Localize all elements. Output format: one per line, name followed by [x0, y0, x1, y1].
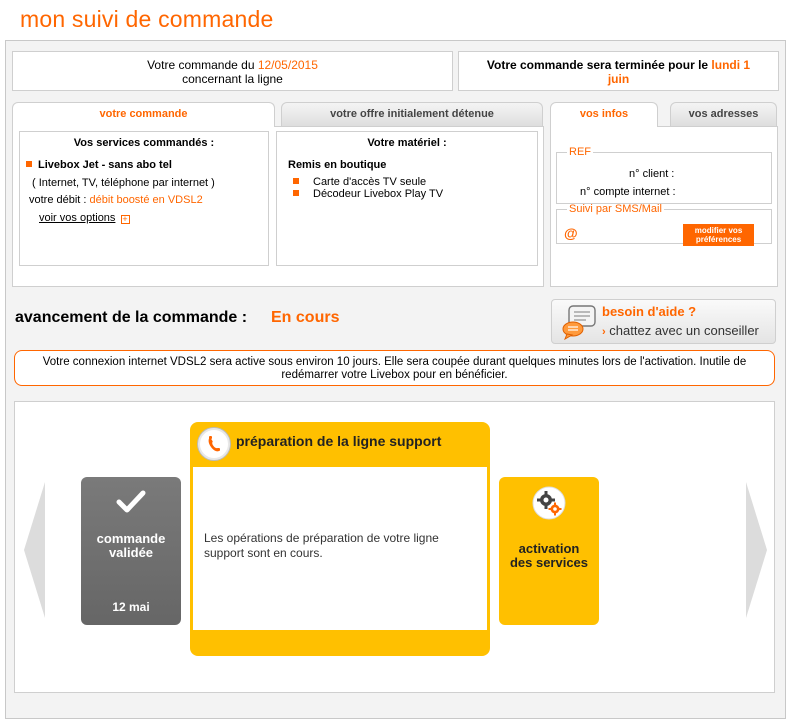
sms-fieldset — [556, 203, 772, 244]
materiel-box — [276, 131, 538, 266]
step-done-date: 12 mai — [112, 600, 150, 614]
progress-status: En cours — [271, 309, 340, 326]
debit-value: débit boosté en VDSL2 — [89, 194, 203, 206]
activation-notice: Votre connexion internet VDSL2 sera active sous environ 10 jours. Elle sera coupée durant quelques minutes lors de l'activation. Inutile de redémarrer votre Livebox pour en bénéficier. — [14, 350, 775, 386]
checkmark-icon — [116, 489, 146, 515]
step-next-line2: des services — [509, 555, 589, 570]
pref-button-line2: préférences — [695, 235, 742, 244]
plus-square-icon[interactable]: + — [122, 214, 128, 224]
step-done-line1: commande — [96, 531, 166, 546]
at-icon: @ — [564, 225, 578, 241]
materiel-item-label: Carte d'accès TV seule — [313, 176, 427, 188]
chat-bubbles-icon — [561, 304, 597, 340]
chevron-right-icon[interactable] — [746, 482, 768, 618]
step-next-line1: activation — [518, 541, 580, 556]
options-link[interactable]: voir vos options — [39, 212, 116, 224]
completion-date-line2: juin — [607, 72, 630, 86]
order-date: 12/05/2015 — [257, 58, 318, 72]
step-preparation-ligne — [190, 422, 490, 656]
completion-info-box — [458, 51, 779, 91]
order-info-box — [12, 51, 453, 91]
help-chat-label: chattez avec un conseiller — [609, 323, 759, 338]
modify-preferences-button[interactable] — [683, 224, 754, 246]
materiel-title: Votre matériel : — [367, 137, 447, 149]
ref-legend: REF — [569, 146, 591, 158]
bullet-icon — [293, 178, 299, 184]
bullet-icon — [293, 190, 299, 196]
service-debit — [29, 194, 268, 206]
materiel-subtitle: Remis en boutique — [288, 159, 387, 171]
list-item — [293, 176, 537, 188]
step-commande-validee — [81, 477, 181, 625]
help-box[interactable] — [551, 299, 776, 344]
services-title: Vos services commandés : — [73, 137, 215, 149]
chevron-left-icon[interactable] — [24, 482, 46, 618]
internet-account-label: n° compte internet : — [580, 186, 676, 198]
list-item — [293, 188, 537, 200]
client-number-label: n° client : — [629, 168, 675, 180]
materiel-item-label: Décodeur Livebox Play TV — [313, 188, 444, 200]
progress-label: avancement de la commande : — [15, 309, 248, 326]
pref-button-line1: modifier vos — [694, 226, 743, 235]
help-chat-link[interactable] — [602, 323, 759, 338]
bullet-icon — [26, 161, 32, 167]
step-done-line2: validée — [108, 545, 154, 560]
gear-icon — [531, 485, 567, 521]
tab-votre-commande[interactable]: votre commande — [12, 102, 275, 127]
order-date-prefix: Votre commande du — [147, 58, 258, 72]
service-item — [26, 159, 268, 171]
step-activation-services — [499, 477, 599, 625]
arrow-right-icon: › — [602, 326, 606, 338]
order-line-label: concernant la ligne — [182, 72, 283, 86]
tab-vos-infos[interactable]: vos infos — [550, 102, 658, 127]
materiel-list — [293, 176, 537, 200]
ref-fieldset — [556, 146, 772, 204]
sms-legend: Suivi par SMS/Mail — [569, 203, 662, 215]
debit-label: votre débit : — [29, 194, 90, 206]
phone-icon — [198, 428, 230, 460]
service-detail: ( Internet, TV, téléphone par internet ) — [32, 177, 215, 189]
step-current-title: préparation de la ligne support — [236, 433, 442, 449]
services-box — [19, 131, 269, 266]
service-name: Livebox Jet - sans abo tel — [38, 159, 172, 171]
tab-vos-adresses[interactable]: vos adresses — [670, 102, 777, 126]
completion-date-line1: lundi 1 — [711, 58, 751, 72]
page-title: mon suivi de commande — [20, 6, 274, 32]
step-current-description: Les opérations de préparation de votre ligne support sont en cours. — [204, 531, 439, 560]
options-link-row[interactable] — [39, 212, 268, 224]
step-current-body — [193, 467, 487, 630]
tab-offre-initiale[interactable]: votre offre initialement détenue — [281, 102, 543, 126]
completion-prefix: Votre commande sera terminée pour le — [486, 58, 712, 72]
help-title: besoin d'aide ? — [602, 304, 697, 319]
